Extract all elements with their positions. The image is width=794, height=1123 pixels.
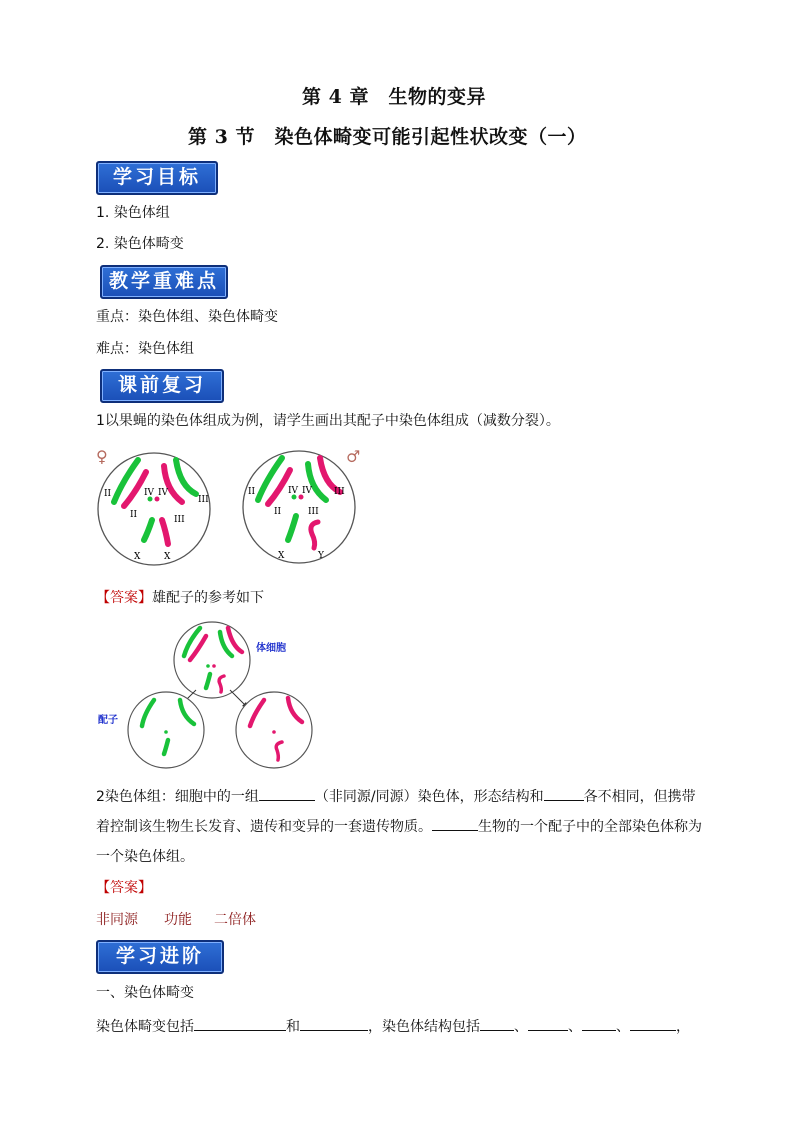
answer-tag: 【答案】 — [96, 590, 152, 606]
svg-text:IV: IV — [144, 488, 155, 498]
svg-text:III: III — [334, 487, 345, 497]
svg-text:III: III — [198, 495, 209, 505]
gamete-cell-left — [128, 692, 204, 768]
section-title: 第 3 节 染色体畸变可能引起性状改变（一） — [188, 126, 587, 148]
key-point: 重点：染色体组、染色体畸变 — [96, 309, 278, 325]
blank-4[interactable] — [194, 1015, 286, 1031]
blank-1[interactable] — [259, 785, 315, 801]
answer-2-item-2: 功能 — [164, 912, 192, 928]
advanced-banner: 学习进阶 — [96, 940, 224, 974]
male-symbol: ♂ — [346, 447, 361, 466]
svg-text:III: III — [174, 515, 185, 525]
blank-7[interactable] — [528, 1015, 568, 1031]
svg-text:III: III — [308, 507, 319, 517]
answer-2-item-3: 二倍体 — [214, 912, 256, 928]
svg-text:X: X — [278, 551, 285, 561]
body-cell-label: 体细胞 — [256, 643, 286, 654]
svg-text:II: II — [274, 507, 282, 517]
answer-1 — [96, 588, 264, 608]
answer-1-text: 雄配子的参考如下 — [152, 590, 264, 606]
svg-text:IV: IV — [288, 486, 299, 496]
question-1: 1以果蝇的染色体组成为例，请学生画出其配子中染色体组成（减数分裂）。 — [96, 413, 560, 429]
difficult-point: 难点：染色体组 — [96, 341, 194, 357]
svg-text:Y: Y — [318, 551, 324, 561]
blank-3[interactable] — [432, 815, 478, 831]
last-line: 染色体畸变包括 和 ，染色体结构包括 、 、 、 ， — [96, 1015, 690, 1037]
chapter-title: 第 4 章 生物的变异 — [302, 86, 486, 108]
objective-item-2: 2. 染色体畸变 — [96, 236, 184, 252]
svg-text:X: X — [164, 552, 171, 562]
svg-text:II: II — [104, 489, 112, 499]
gamete-reference-figure — [96, 618, 326, 776]
blank-5[interactable] — [300, 1015, 368, 1031]
svg-text:II: II — [130, 510, 138, 520]
female-cell — [98, 453, 210, 565]
female-symbol: ♀ — [96, 447, 108, 466]
gamete-cell-right — [236, 692, 312, 768]
blank-9[interactable] — [630, 1015, 676, 1031]
blank-2[interactable] — [544, 785, 584, 801]
svg-text:X: X — [134, 552, 141, 562]
svg-text:II: II — [248, 487, 256, 497]
male-cell — [243, 451, 355, 563]
blank-8[interactable] — [582, 1015, 616, 1031]
key-points-banner: 教学重难点 — [100, 265, 228, 299]
svg-text:IV: IV — [158, 488, 169, 498]
objective-item-1: 1. 染色体组 — [96, 205, 170, 221]
answer-2-item-1: 非同源 — [96, 912, 138, 928]
review-banner: 课前复习 — [100, 369, 224, 403]
question-2: 2染色体组：细胞中的一组 （非同源/同源）染色体，形态结构和 各不相同，但携带着控制该生物生长发育、遗传和变异的一套遗传物质。 生物的一个配子中的全部染色体称为一个染色体组。 — [96, 782, 708, 872]
answer-2-tag: 【答案】 — [96, 880, 152, 896]
gamete-label: 配子 — [98, 715, 118, 726]
objectives-banner: 学习目标 — [96, 161, 218, 195]
blank-6[interactable] — [480, 1015, 514, 1031]
svg-text:IV: IV — [302, 486, 313, 496]
section-one-heading: 一、染色体畸变 — [96, 985, 194, 1001]
body-cell — [174, 622, 250, 698]
fruitfly-chromosome-figure — [92, 444, 372, 574]
